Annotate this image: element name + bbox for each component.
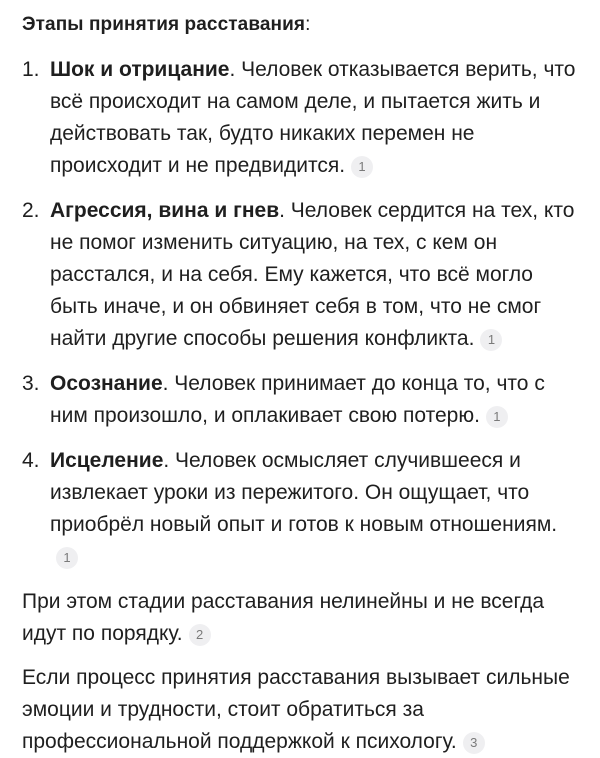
stages-list [22,54,582,573]
stage-term: Исцеление [50,449,164,472]
heading-text: Этапы принятия расставания [22,14,306,35]
paragraph-text: Если процесс принятия расставания вызывает сильные эмоции и трудности, стоит обратиться за профессиональной поддержкой к психологу. [22,666,570,753]
stage-term: Осознание [50,372,163,395]
section-heading [22,10,582,40]
source-ref-badge[interactable]: 1 [351,156,373,178]
source-ref-badge[interactable]: 1 [486,406,508,428]
heading-colon: : [305,14,311,35]
source-ref-badge[interactable]: 1 [480,329,502,351]
paragraph-nonlinear [22,586,582,650]
list-item-body [50,368,582,432]
stage-description: . Человек отказывается верить, что всё происходит на самом деле, и пытается жить и действовать так, будто никаких перемен не происходит и не предвидится. [50,58,576,177]
stage-description: . Человек принимает до конца то, что с ним произошло, и оплакивает свою потерю. [50,372,545,427]
list-item-number: 2. [22,199,40,222]
source-ref-badge[interactable]: 2 [189,624,211,646]
list-item [22,195,582,355]
list-item-body [50,445,582,573]
list-item-number: 3. [22,372,40,395]
list-item-body [50,54,582,182]
paragraph-text: При этом стадии расставания нелинейны и не всегда идут по порядку. [22,590,545,645]
source-ref-badge[interactable]: 1 [56,547,78,569]
list-item [22,368,582,432]
stage-description: . Человек сердится на тех, кто не помог изменить ситуацию, на тех, с кем он расстался, и на себя. Ему кажется, что всё могло быть иначе, и он обвиняет себя в том, что не смог найти другие способы решения конфликта. [50,199,575,350]
list-item-number: 4. [22,449,40,472]
list-item-number: 1. [22,58,40,81]
list-item-body [50,195,582,355]
list-item [22,54,582,182]
list-item [22,445,582,573]
stage-term: Шок и отрицание [50,58,230,81]
source-ref-badge[interactable]: 3 [463,732,485,754]
paragraph-psychologist [22,662,582,758]
stage-description: . Человек осмысляет случившееся и извлекает уроки из пережитого. Он ощущает, что приобрёл новый опыт и готов к новым отношениям. [50,449,558,536]
stage-term: Агрессия, вина и гнев [50,199,280,222]
